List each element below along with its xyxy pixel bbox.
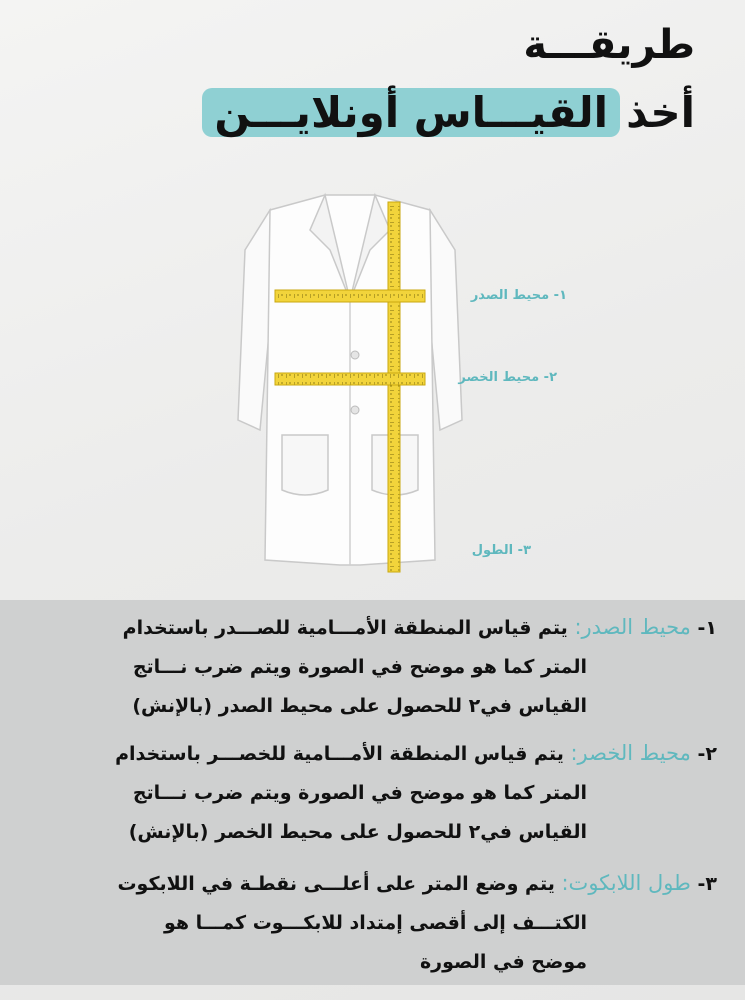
lab-coat-icon [230,190,470,580]
label-waist: ٢- محيط الخصر [458,370,557,385]
title-line2 [202,88,695,137]
item-number: ٢- [697,743,717,765]
instruction-waist [17,734,717,852]
item-line1: يتم قياس المنطقة الأمـــامية للخصـــر باستخدام [115,743,564,765]
item-heading: طول اللابكوت: [561,871,691,895]
instructions-panel [0,600,745,985]
item-line1: يتم قياس المنطقة الأمـــامية للصـــدر باستخدام [122,617,568,639]
item-number: ١- [697,617,717,639]
title-line2-highlight: القيـــاس أونلايـــن [202,88,620,137]
item-line2: الكتـــف إلى أقصى إمتداد للابكـــوت كمـــا هو [163,912,587,934]
item-line1: يتم وضع المتر على أعلـــى نقطـة في اللابكوت [117,873,555,895]
item-number: ٣- [697,873,717,895]
instruction-length [17,864,717,982]
lab-coat-illustration [230,190,470,580]
label-chest: ١- محيط الصدر [470,288,567,303]
label-length: ٣- الطول [471,543,531,558]
item-heading: محيط الصدر: [574,615,691,639]
item-line2: المتر كما هو موضح في الصورة ويتم ضرب نـــاتج [132,656,587,678]
item-line2: المتر كما هو موضح في الصورة ويتم ضرب نـــاتج [132,782,587,804]
title-line2-plain: أخذ [626,88,695,137]
instruction-chest [17,608,717,726]
item-line3: موضح في الصورة [419,951,587,973]
item-heading: محيط الخصر: [570,741,691,765]
item-line3: القياس في٢ للحصول على محيط الصدر (بالإنش) [132,695,587,717]
title-line1: طريقـــة [523,22,695,68]
item-line3: القياس في٢ للحصول على محيط الخصر (بالإنش) [128,821,587,843]
